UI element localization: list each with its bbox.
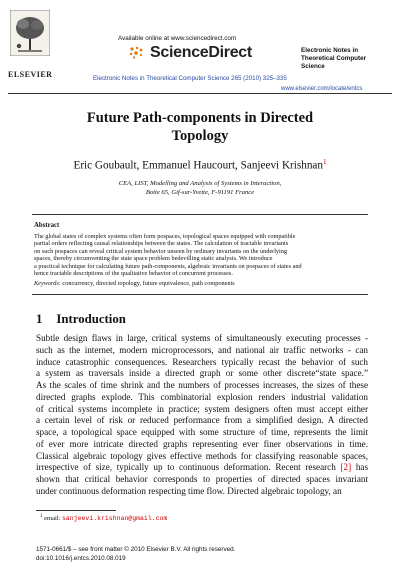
title-line: Future Path-components in Directed [86,110,314,126]
keywords [34,280,366,287]
body-line-text: irrespective of size, typically up to continuous deformation. Recent research [36,462,336,473]
abstract-bottom-rule [32,294,368,295]
elsevier-tree-logo [10,10,50,56]
body-line: induce catastrophic consequences. Researchers typically recast the behavior of such [36,356,368,367]
body-line: space, a topological space equipped with some structure of time, represents the limit [36,427,368,437]
author-footnote-mark[interactable]: 1 [322,158,327,166]
footnote-rule [36,510,116,511]
body-line: As the scales of time shrink and the numbers of processes increases, the sizes of these [36,380,368,390]
body-line-with-citation [36,462,368,474]
body-line: a system as traversals inside a directed graph or some other discrete“state space.” [36,368,368,379]
affiliation-line: CEA, LIST, Modelling and Analysis of Systems in Interaction, [118,180,282,187]
abstract-body [34,233,366,277]
body-line: of critical systems incomplete in practice; system designers often must accept either [36,403,368,414]
footnote-label: email: [44,515,61,523]
abstract-heading: Abstract [34,222,60,229]
abstract-top-rule [32,214,368,215]
body-line: Classical algebraic topology gives effective methods for classifying reasonable spaces, [36,450,368,461]
available-online-text: Available online at www.sciencedirect.com [118,35,237,42]
body-line-text: has [355,462,369,473]
body-line: shown that critical behavior corresponds to properties of directed spaces invariant [36,474,368,484]
journal-citation-link[interactable]: Electronic Notes in Theoretical Computer Science 265 (2010) 325–335 [93,75,287,82]
publication-info [36,545,235,563]
author-email-link[interactable]: sanjeevi.krishnan@gmail.com [62,515,168,523]
abstract-line: on such pospaces can reveal critical system behavior unseen by ordinary invariants on the underlying [34,247,288,255]
journal-url-link[interactable]: www.elsevier.com/locate/entcs [281,86,363,92]
sciencedirect-wordmark: ScienceDirect [150,44,252,61]
citation-link[interactable]: [2] [340,462,352,473]
affiliation-line: Boite 65, Gif-sur-Yvette, F-91191 France [145,188,255,196]
keywords-label: Keywords: [34,280,61,287]
body-line: a certain level of risk or reduced performance from a simplified design. A directed [36,415,368,426]
issn-line: 1571-0661/$ – see front matter © 2010 Elsevier B.V. All rights reserved. [36,546,236,553]
keywords-list: concurrency, directed topology, future equivalence, path components [62,280,235,287]
footnote-mark: 1 [40,514,43,519]
abstract-line: hence tractable descriptions of the qualitative behavior of concurrent processes. [34,270,233,278]
abstract-line: a practical technique for calculating future path-components, algebraic invariants on pospaces of states and [34,262,302,270]
abstract-line: spaces, thereby circumventing the state space problem bedevilling static analysis. We introduce [34,255,273,263]
body-line: under continuous deformation respecting time flow. Directed algebraic topology, an [36,485,342,496]
body-line: directed graphs explode. This combinatorial explosion renders industrial validation [36,391,368,402]
header-divider [8,93,392,94]
section-number: 1 [36,312,43,326]
section-body [36,333,368,498]
body-line: Subtle design flaws in large, critical systems of simultaneously executing processes - [36,333,368,343]
doi-line: doi:10.1016/j.entcs.2010.08.019 [36,555,126,562]
affiliation [0,180,400,197]
body-line: of ever more intricate directed graphs representing ever finer observations in time. [36,438,368,449]
title-line: Topology [171,128,229,144]
series-line: Theoretical Computer [301,55,367,62]
section-title: Introduction [56,312,126,326]
author-list [0,158,400,172]
journal-series-name [301,47,393,71]
series-line: Electronic Notes in [301,47,359,54]
paper-title [0,109,400,145]
body-line: such as the internet, modern microprocessors, and national air traffic networks - can [36,344,368,355]
section-heading [36,312,126,327]
publisher-name: ELSEVIER [8,70,53,79]
series-line: Science [301,63,325,70]
abstract-line: partial orders reflecting causal relationships between the states. The calculation of tractable invariants [34,240,289,248]
sciencedirect-logo-icon [128,45,144,59]
author-names: Eric Goubault, Emmanuel Haucourt, Sanjeevi Krishnan [73,159,323,172]
abstract-line: The global states of complex systems often form pospaces, topological spaces equipped with compatible [34,233,296,240]
footnote [40,514,167,522]
